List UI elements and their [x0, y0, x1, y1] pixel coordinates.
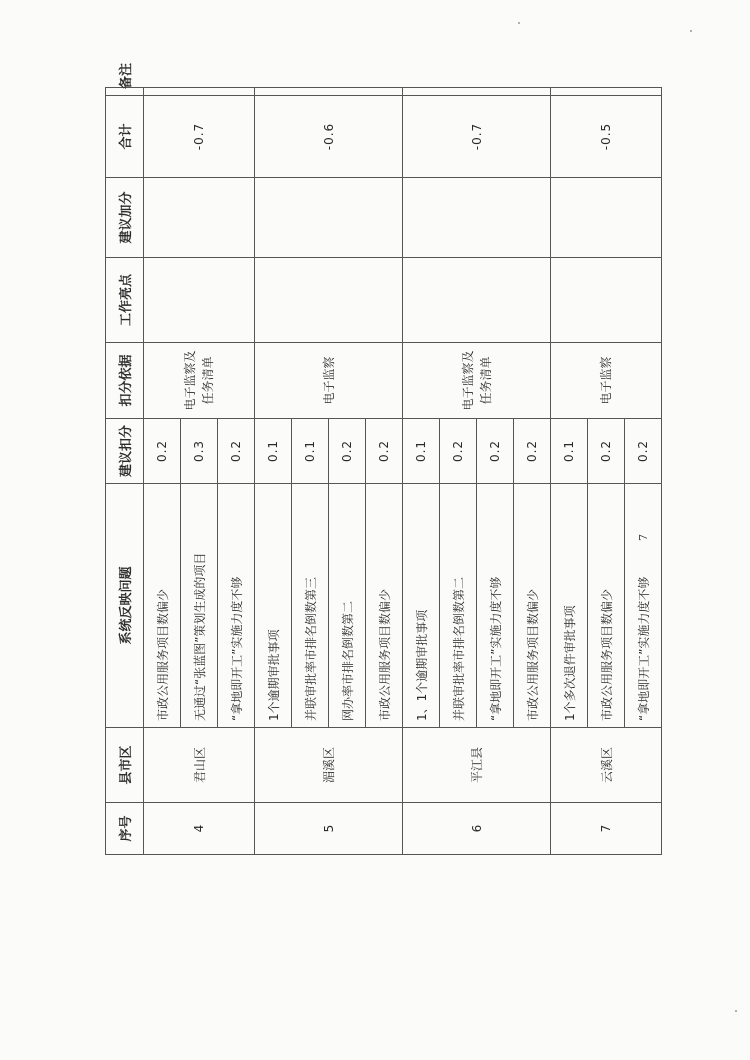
scan-speck — [735, 1010, 737, 1012]
rotated-table-container — [105, 62, 651, 855]
basis-cell: 电子监察 — [551, 343, 662, 419]
scoring-table — [105, 62, 662, 855]
header-total: 合计 — [106, 96, 144, 178]
deduct-cell: 0.2 — [218, 419, 255, 484]
bonus-cell — [403, 178, 551, 258]
header-note: 备注 — [106, 88, 144, 96]
note-cell — [255, 88, 403, 96]
problem-cell: 市政公用服务项目数偏少 — [514, 484, 551, 728]
deduct-cell: 0.2 — [514, 419, 551, 484]
header-highlight: 工作亮点 — [106, 258, 144, 343]
total-cell: -0.6 — [255, 96, 403, 178]
problem-cell: “拿地即开工”实施力度不够 — [477, 484, 514, 728]
header-basis: 扣分依据 — [106, 343, 144, 419]
table-row — [403, 88, 440, 855]
table-row — [551, 88, 588, 855]
note-cell — [144, 88, 255, 96]
header-county: 县市区 — [106, 728, 144, 803]
problem-cell: 市政公用服务项目数偏少 — [588, 484, 625, 728]
bonus-cell — [551, 178, 662, 258]
deduct-cell: 0.1 — [403, 419, 440, 484]
deduct-cell: 0.2 — [625, 419, 662, 484]
deduct-cell: 0.2 — [440, 419, 477, 484]
scan-speck — [690, 30, 692, 32]
deduct-cell: 0.2 — [329, 419, 366, 484]
deduct-cell: 0.2 — [144, 419, 181, 484]
table-header-row — [106, 88, 144, 855]
problem-cell: 1个多次退件审批事项 — [551, 484, 588, 728]
header-seq: 序号 — [106, 803, 144, 855]
deduct-cell: 0.3 — [181, 419, 218, 484]
highlight-cell — [551, 258, 662, 343]
bonus-cell — [255, 178, 403, 258]
deduct-cell: 0.2 — [477, 419, 514, 484]
county-cell: 君山区 — [144, 728, 255, 803]
basis-cell: 电子监察及任务清单 — [144, 343, 255, 419]
note-cell — [403, 88, 551, 96]
basis-cell: 电子监察及任务清单 — [403, 343, 551, 419]
problem-cell: 无通过“张蓝图”策划生成的项目 — [181, 484, 218, 728]
problem-cell: 网办率市排名倒数第二 — [329, 484, 366, 728]
problem-cell: “拿地即开工”实施力度不够 — [218, 484, 255, 728]
scan-speck — [518, 22, 520, 24]
header-problem: 系统反映问题 — [106, 484, 144, 728]
county-cell: 湄溪区 — [255, 728, 403, 803]
deduct-cell: 0.2 — [366, 419, 403, 484]
problem-cell: “拿地即开工”实施力度不够 — [625, 484, 662, 728]
deduct-cell: 0.1 — [255, 419, 292, 484]
highlight-cell — [403, 258, 551, 343]
county-cell: 平江县 — [403, 728, 551, 803]
problem-cell: 市政公用服务项目数偏少 — [144, 484, 181, 728]
deduct-cell: 0.1 — [551, 419, 588, 484]
total-cell: -0.5 — [551, 96, 662, 178]
seq-cell: 6 — [403, 803, 551, 855]
bonus-cell — [144, 178, 255, 258]
note-cell — [551, 88, 662, 96]
page-number: 7 — [637, 534, 650, 541]
basis-cell: 电子监察 — [255, 343, 403, 419]
deduct-cell: 0.1 — [292, 419, 329, 484]
problem-cell: 市政公用服务项目数偏少 — [366, 484, 403, 728]
highlight-cell — [144, 258, 255, 343]
seq-cell: 5 — [255, 803, 403, 855]
total-cell: -0.7 — [144, 96, 255, 178]
deduct-cell: 0.2 — [588, 419, 625, 484]
highlight-cell — [255, 258, 403, 343]
table-row — [255, 88, 292, 855]
table-row — [144, 88, 181, 855]
total-cell: -0.7 — [403, 96, 551, 178]
seq-cell: 4 — [144, 803, 255, 855]
problem-cell: 1、1个逾期审批事项 — [403, 484, 440, 728]
header-deduct: 建议扣分 — [106, 419, 144, 484]
problem-cell: 并联审批率市排名倒数第二 — [440, 484, 477, 728]
county-cell: 云溪区 — [551, 728, 662, 803]
header-bonus: 建议加分 — [106, 178, 144, 258]
seq-cell: 7 — [551, 803, 662, 855]
problem-cell: 1个逾期审批事项 — [255, 484, 292, 728]
problem-cell: 并联审批率市排名倒数第三 — [292, 484, 329, 728]
